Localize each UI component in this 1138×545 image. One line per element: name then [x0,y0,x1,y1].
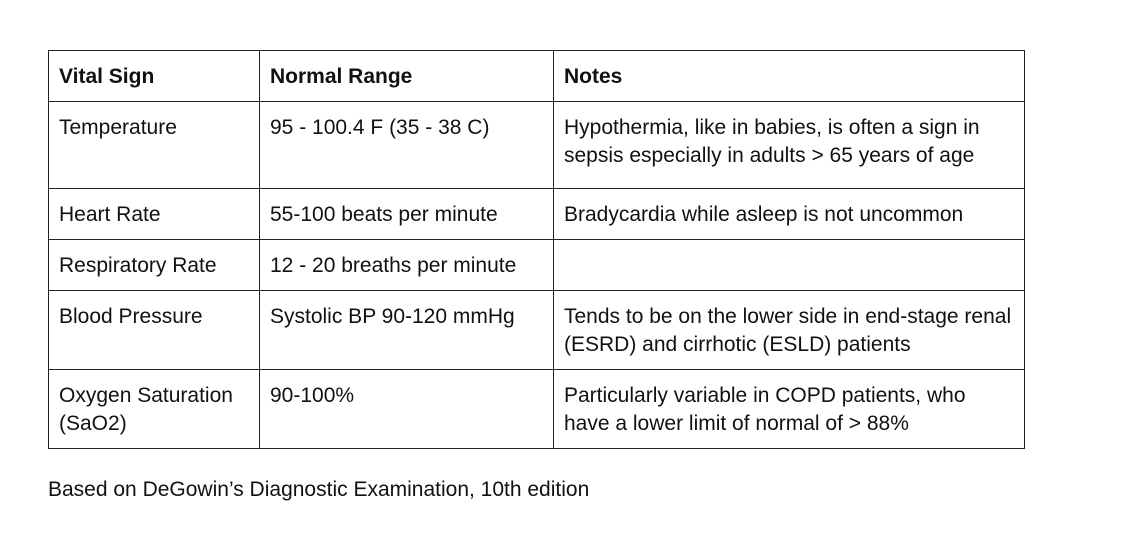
vital-sign-cell: Oxygen Saturation (SaO2) [49,370,260,449]
header-normal-range: Normal Range [260,51,554,102]
vital-signs-table [48,50,1025,449]
notes-cell: Hypothermia, like in babies, is often a sign in sepsis especially in adults > 65 years of age [554,102,1025,189]
table-row [49,370,1025,449]
notes-cell [554,240,1025,291]
table-row [49,291,1025,370]
notes-cell: Tends to be on the lower side in end-stage renal (ESRD) and cirrhotic (ESLD) patients [554,291,1025,370]
table-row [49,240,1025,291]
header-notes: Notes [554,51,1025,102]
source-caption: Based on DeGowin’s Diagnostic Examination, 10th edition [48,478,590,501]
normal-range-cell: 90-100% [260,370,554,449]
normal-range-cell: 12 - 20 breaths per minute [260,240,554,291]
vital-sign-cell: Temperature [49,102,260,189]
notes-cell: Bradycardia while asleep is not uncommon [554,189,1025,240]
table-row [49,102,1025,189]
normal-range-cell: 95 - 100.4 F (35 - 38 C) [260,102,554,189]
notes-cell: Particularly variable in COPD patients, who have a lower limit of normal of > 88% [554,370,1025,449]
vital-sign-cell: Respiratory Rate [49,240,260,291]
table-row [49,189,1025,240]
vital-sign-cell: Blood Pressure [49,291,260,370]
normal-range-cell: Systolic BP 90-120 mmHg [260,291,554,370]
table-header-row [49,51,1025,102]
normal-range-cell: 55-100 beats per minute [260,189,554,240]
header-vital-sign: Vital Sign [49,51,260,102]
vital-sign-cell: Heart Rate [49,189,260,240]
